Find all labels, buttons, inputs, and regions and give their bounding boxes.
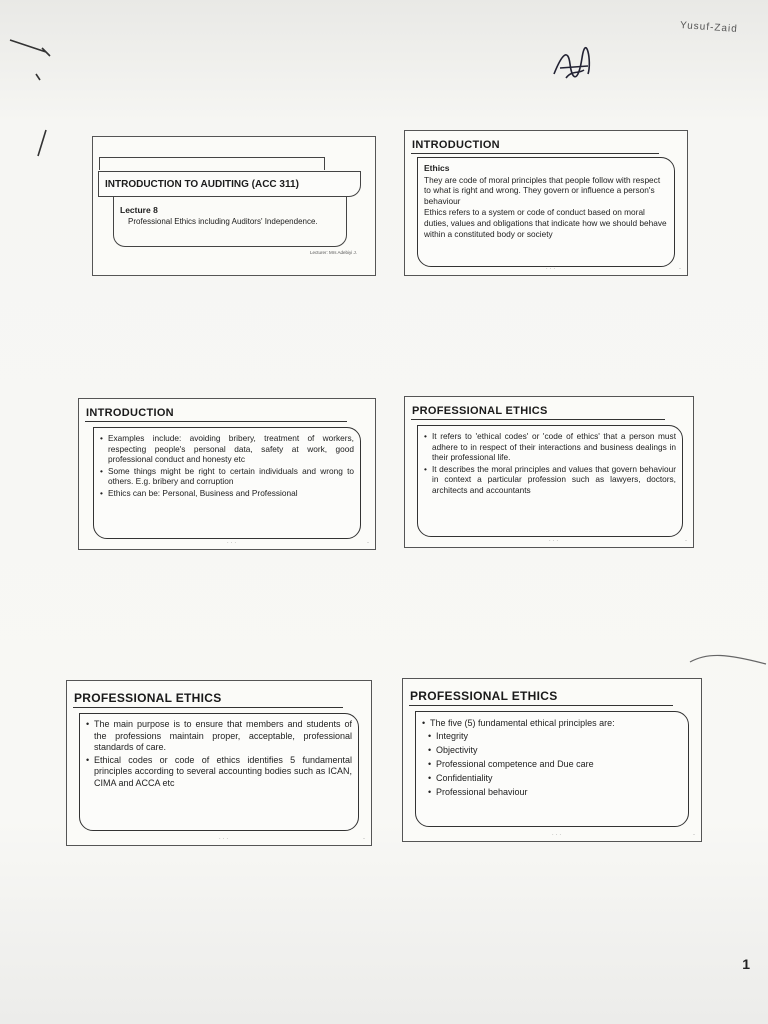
slide-footer: ··· — [549, 538, 560, 544]
principle-item: • Integrity — [422, 730, 682, 742]
subheading: Ethics — [424, 163, 450, 173]
heading-rule — [411, 419, 665, 420]
slide-title-heading: INTRODUCTION TO AUDITING (ACC 311) — [98, 171, 361, 197]
slide-body — [93, 427, 361, 539]
list-item: • It describes the moral principles and values that govern behaviour in context a particular profession such as lawyers, doctors, architects and accountants — [424, 464, 676, 496]
slide-professional-ethics-purpose — [66, 680, 372, 846]
list-item: • It refers to 'ethical codes' or 'code of ethics' that a person must adhere to in respect of their interactions and business dealings in their professional life. — [424, 431, 676, 463]
slide-body — [417, 425, 683, 537]
heading-rule — [411, 153, 659, 154]
slide-body — [79, 713, 359, 831]
slide-footer-dot: · — [367, 540, 369, 546]
heading-rule — [409, 705, 673, 706]
slide-introduction-ethics — [404, 130, 688, 276]
lecture-label: Lecture 8 — [120, 205, 158, 215]
list-item: • The five (5) fundamental ethical principles are: — [422, 717, 682, 729]
slide-title — [92, 136, 376, 276]
corner-note: Yusuf-Zaid — [679, 19, 739, 36]
principle-item: • Objectivity — [422, 744, 682, 756]
slide-heading: INTRODUCTION — [412, 139, 500, 151]
slide-professional-ethics-principles — [402, 678, 702, 842]
slide-footer-dot: · — [693, 832, 695, 838]
signature-mark — [548, 44, 596, 88]
title-decor-line — [99, 157, 325, 170]
list-item: • Examples include: avoiding bribery, treatment of workers, respecting people's personal data, safety at work, good professional conduct and honesty etc — [100, 433, 354, 465]
slide-heading: INTRODUCTION — [86, 407, 174, 419]
principle-item: • Professional competence and Due care — [422, 758, 682, 770]
list-item: • Ethical codes or code of ethics identifies 5 fundamental principles according to several accounting bodies such as ICAN, CIMA and ACCA etc — [86, 755, 352, 790]
heading-rule — [73, 707, 343, 708]
paragraph: They are code of moral principles that people follow with respect to what is right and wrong. They govern or influence a person's behaviour — [424, 174, 661, 206]
slide-footer: ··· — [227, 540, 238, 546]
slide-footer-dot: · — [363, 836, 365, 842]
lecture-topic: Professional Ethics including Auditors' Independence. — [128, 217, 318, 226]
slide-footer: ··· — [546, 266, 557, 272]
principle-item: • Confidentiality — [422, 772, 682, 784]
heading-rule — [85, 421, 347, 422]
slide-heading: PROFESSIONAL ETHICS — [74, 691, 222, 705]
paragraph: Ethics refers to a system or code of conduct based on moral duties, values and obligations that indicate how we should behave within a constituted body or society — [424, 207, 667, 239]
list-item: • Ethics can be: Personal, Business and Professional — [100, 488, 354, 499]
slide-footer: ··· — [219, 836, 230, 842]
slide-footer: ··· — [552, 832, 563, 838]
slide-heading: PROFESSIONAL ETHICS — [410, 689, 558, 703]
pen-scribble — [6, 10, 66, 160]
page-number: 1 — [742, 956, 750, 972]
slide-body — [415, 711, 689, 827]
slide-heading: PROFESSIONAL ETHICS — [412, 405, 548, 417]
slide-introduction-examples — [78, 398, 376, 550]
lecture-box — [113, 197, 347, 247]
lecturer-name: Lecturer: Mrs Adebiyi J. — [309, 250, 357, 255]
slide-professional-ethics-definition — [404, 396, 694, 548]
list-item: • Some things might be right to certain individuals and wrong to others. E.g. bribery and corruption — [100, 466, 354, 487]
list-item: • The main purpose is to ensure that members and students of the professions maintain proper, acceptable, professional standards of care. — [86, 719, 352, 754]
slide-footer-dot: · — [679, 266, 681, 272]
slide-body — [417, 157, 675, 267]
slide-footer-dot: · — [685, 538, 687, 544]
principle-item: • Professional behaviour — [422, 786, 682, 798]
pen-stroke — [688, 650, 768, 670]
